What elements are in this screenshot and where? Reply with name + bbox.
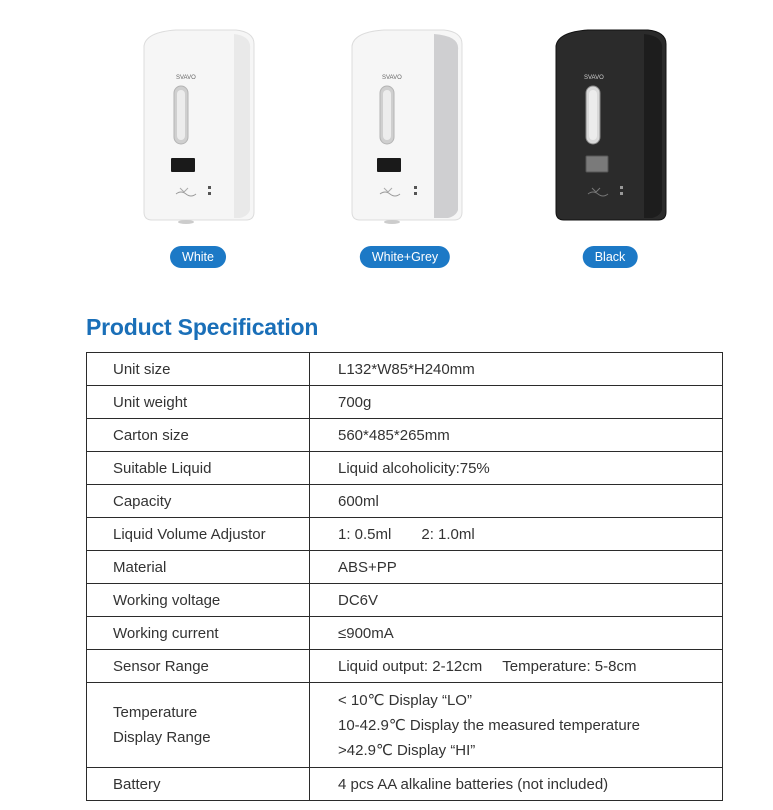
spec-value: 4 pcs AA alkaline batteries (not included) (310, 768, 723, 801)
spec-value-part: Liquid output: 2-12cm (338, 657, 483, 675)
spec-label: Working voltage (87, 584, 310, 617)
table-row (87, 452, 723, 485)
spec-label-line: Temperature (113, 704, 198, 721)
product-image-white-grey (344, 24, 474, 224)
spec-label: Sensor Range (87, 650, 310, 683)
spec-value: L132*W85*H240mm (310, 353, 723, 386)
product-logo-text: SVAVO (584, 75, 604, 81)
product-logo-text: SVAVO (176, 75, 196, 81)
spec-value-line: 10-42.9℃ Display the measured temperature (338, 716, 640, 734)
spec-value (310, 518, 723, 551)
product-gallery (0, 0, 773, 290)
spec-label: Material (87, 551, 310, 584)
spec-label: Carton size (87, 419, 310, 452)
table-row (87, 584, 723, 617)
spec-value: Liquid alcoholicity:75% (310, 452, 723, 485)
table-row (87, 353, 723, 386)
product-logo-text: SVAVO (382, 75, 402, 81)
color-badge-black[interactable]: Black (583, 246, 638, 268)
spec-value: 600ml (310, 485, 723, 518)
table-row (87, 419, 723, 452)
table-row (87, 518, 723, 551)
spec-value: ABS+PP (310, 551, 723, 584)
spec-value: 560*485*265mm (310, 419, 723, 452)
spec-value-part: 1: 0.5ml (338, 525, 392, 543)
table-row (87, 617, 723, 650)
table-row (87, 386, 723, 419)
spec-value-part: Temperature: 5-8cm (502, 657, 637, 675)
table-row (87, 485, 723, 518)
spec-value-line: < 10℃ Display “LO” (338, 691, 472, 709)
spec-value: ≤900mA (310, 617, 723, 650)
color-badge-white-grey[interactable]: White+Grey (360, 246, 450, 268)
spec-label (87, 683, 310, 768)
spec-label: Unit size (87, 353, 310, 386)
spec-value: 700g (310, 386, 723, 419)
spec-label: Liquid Volume Adjustor (87, 518, 310, 551)
spec-value-line: >42.9℃ Display “HI” (338, 741, 476, 759)
spec-label-line: Display Range (113, 729, 211, 746)
product-image-black (548, 24, 678, 224)
spec-label: Battery (87, 768, 310, 801)
spec-value (310, 683, 723, 768)
spec-value: DC6V (310, 584, 723, 617)
spec-label: Unit weight (87, 386, 310, 419)
spec-table (86, 352, 723, 801)
table-row (87, 768, 723, 801)
product-image-white (136, 24, 266, 224)
spec-label: Working current (87, 617, 310, 650)
color-badge-white[interactable]: White (170, 246, 226, 268)
table-row (87, 650, 723, 683)
spec-title: Product Specification (86, 314, 319, 340)
table-row (87, 683, 723, 768)
spec-label: Capacity (87, 485, 310, 518)
spec-label: Suitable Liquid (87, 452, 310, 485)
spec-value-part: 2: 1.0ml (421, 525, 475, 543)
spec-value (310, 650, 723, 683)
table-row (87, 551, 723, 584)
